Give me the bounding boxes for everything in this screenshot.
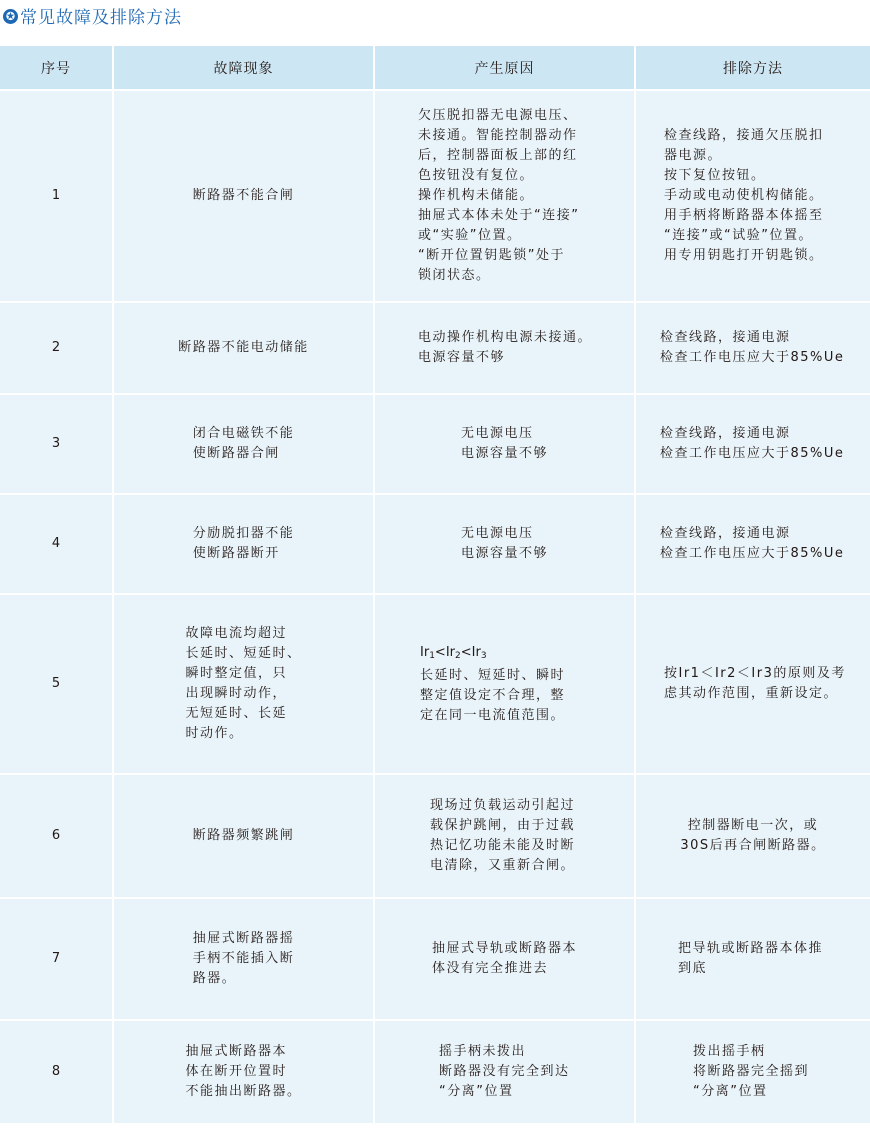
table-row	[0, 1019, 870, 1123]
header-remedy: 排除方法	[636, 46, 870, 89]
row-number: 4	[0, 493, 114, 593]
section-header	[0, 0, 870, 46]
table-row	[0, 493, 870, 593]
table-row	[0, 897, 870, 1019]
table-header-row	[0, 46, 870, 89]
row-number: 8	[0, 1019, 114, 1123]
header-cause: 产生原因	[375, 46, 636, 89]
row-number: 2	[0, 301, 114, 393]
row-cause-formula: $Ir_1<Ir_2<Ir_3$	[420, 644, 487, 661]
page-title: 常见故障及排除方法	[20, 8, 182, 28]
row-cause: 无电源电压 电源容量不够	[460, 526, 548, 561]
star-badge-icon: ✪	[3, 9, 18, 24]
row-remedy: 检查线路，接通电源 检查工作电压应大于85%Ue	[660, 330, 845, 365]
header-symptom: 故障现象	[114, 46, 375, 89]
row-remedy: 检查线路，接通电源 检查工作电压应大于85%Ue	[660, 426, 845, 461]
row-cause: 长延时、短延时、瞬时 整定值设定不合理，整 定在同一电流值范围。	[420, 667, 566, 723]
row-number: 6	[0, 773, 114, 897]
row-cause: 抽屉式导轨或断路器本 体没有完全推进去	[432, 941, 578, 976]
table-row	[0, 773, 870, 897]
row-symptom: 分励脱扣器不能 使断路器断开	[192, 526, 295, 561]
row-number: 1	[0, 89, 114, 301]
row-remedy: 检查线路，接通电源 检查工作电压应大于85%Ue	[660, 526, 845, 561]
row-symptom: 断路器不能合闸	[192, 188, 295, 203]
row-remedy: 检查线路，接通欠压脱扣 器电源。 按下复位按钮。 手动或电动使机构储能。 用手柄将断路器本体摇至 “连接”或“试验”位置。 用专用钥匙打开钥匙锁。	[664, 128, 824, 263]
row-number: 7	[0, 897, 114, 1019]
row-number: 3	[0, 393, 114, 493]
table-row	[0, 301, 870, 393]
row-cause: 现场过负载运动引起过 载保护跳闸，由于过载 热记忆功能未能及时断 电清除，又重新合闸。	[430, 798, 576, 873]
table-row	[0, 393, 870, 493]
row-remedy: 拨出摇手柄 将断路器完全摇到 “分离”位置	[693, 1044, 810, 1099]
row-symptom: 闭合电磁铁不能 使断路器合闸	[192, 426, 295, 461]
header-number: 序号	[0, 46, 114, 89]
row-cause: 电动操作机构电源未接通。 电源容量不够	[418, 330, 593, 365]
fault-table	[0, 46, 870, 1123]
row-cause: 无电源电压 电源容量不够	[460, 426, 548, 461]
row-remedy: 把导轨或断路器本体推 到底	[678, 941, 824, 976]
table-row	[0, 593, 870, 773]
row-cause: 摇手柄未拨出 断路器没有完全到达 “分离”位置	[439, 1044, 570, 1099]
row-cause: 欠压脱扣器无电源电压、 未接通。智能控制器动作 后，控制器面板上部的红 色按钮没有复位。 操作机构未储能。 抽屉式本体未处于“连接” 或“实验”位置。 “断开位置钥匙锁”处于 锁闭状态。	[418, 108, 580, 283]
row-symptom: 故障电流均超过 长延时、短延时、 瞬时整定值，只 出现瞬时动作， 无短延时、长延 时动作。	[185, 626, 302, 741]
row-symptom: 断路器频繁跳闸	[192, 828, 295, 843]
row-remedy: 控制器断电一次，或 30S后再合闸断路器。	[680, 818, 826, 853]
row-number: 5	[0, 593, 114, 773]
row-symptom: 抽屉式断路器本 体在断开位置时 不能抽出断路器。	[185, 1044, 302, 1099]
row-remedy: 按Ir1＜Ir2＜Ir3的原则及考 虑其动作范围，重新设定。	[664, 666, 846, 701]
row-symptom: 断路器不能电动储能	[178, 340, 309, 355]
table-row	[0, 89, 870, 301]
row-symptom: 抽屉式断路器摇 手柄不能插入断 路器。	[192, 931, 295, 986]
